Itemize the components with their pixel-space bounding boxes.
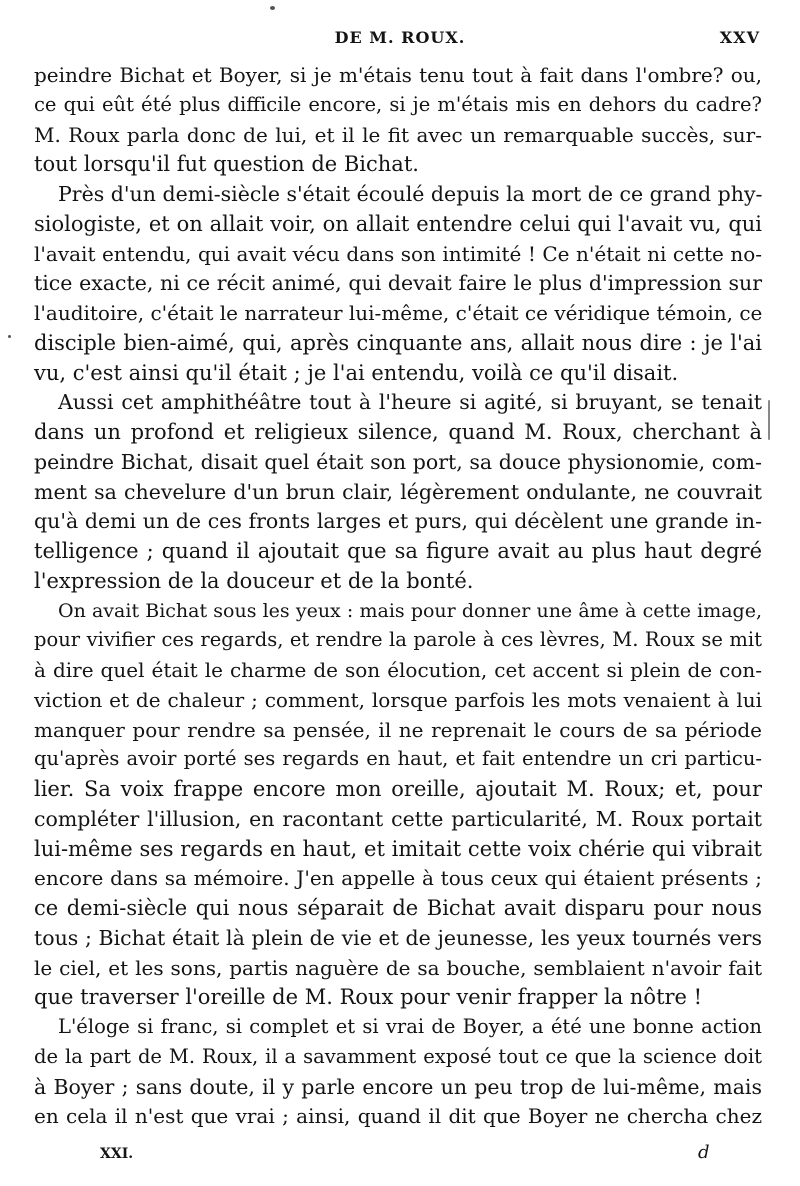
page-number: XXV [719,28,760,47]
text-line: On avait Bichat sous les yeux : mais pour donner une âme à cette image, [58,599,762,622]
text-line: qu'à demi un de ces fronts larges et purs, qui décèlent une grande in- [34,509,762,534]
text-line: Aussi cet amphithéâtre tout à l'heure si agité, si bruyant, se tenait [58,390,762,415]
text-line: L'éloge si franc, si complet et si vrai de Boyer, a été une bonne action [58,1015,762,1038]
text-line: siologiste, et on allait voir, on allait entendre celui qui l'avait vu, qui [34,211,762,236]
ink-speck [8,335,11,338]
text-line: compléter l'illusion, en racontant cette particularité, M. Roux portait [34,806,762,831]
text-line: à Boyer ; sans doute, il y parle encore un peu trop de lui-même, mais [34,1074,762,1099]
text-line: l'auditoire, c'était le narrateur lui-même, c'était ce véridique témoin, ce [34,301,763,325]
text-line: l'avait entendu, qui avait vécu dans son intimité ! Ce n'était ni cette no- [34,241,762,266]
text-line: vu, c'est ainsi qu'il était ; je l'ai entendu, voilà ce qu'il disait. [34,360,679,385]
ink-speck [768,400,770,440]
text-line: disciple bien-aimé, qui, après cinquante ans, allait nous dire : je l'ai [34,330,762,355]
ink-speck [270,6,275,10]
text-line: tice exacte, ni ce récit animé, qui devait faire le plus d'impression sur [34,271,762,296]
signature-mark: XXI. [100,1146,134,1162]
text-line: en cela il n'est que vrai ; ainsi, quand il dit que Boyer ne chercha chez [34,1104,762,1129]
text-line: le ciel, et les sons, partis naguère de sa bouche, semblaient n'avoir fait [34,955,762,980]
text-line: de la part de M. Roux, il a savamment exposé tout ce que la science doit [34,1044,762,1068]
text-line: l'expression de la douceur et de la bonté. [34,568,474,593]
text-line: à dire quel était le charme de son élocution, cet accent si plein de con- [34,658,762,682]
text-line: manquer pour rendre sa pensée, il ne reprenait le cours de sa période [34,717,762,742]
text-line: lier. Sa voix frappe encore mon oreille, ajoutait M. Roux; et, pour [34,777,762,801]
text-line: tout lorsqu'il fut question de Bichat. [34,152,419,177]
text-line: lui-même ses regards en haut, et imitait cette voix chérie qui vibrait [34,836,762,861]
text-line: peindre Bichat et Boyer, si je m'étais tenu tout à fait dans l'ombre? ou, [34,63,762,87]
text-line: tous ; Bichat était là plein de vie et de jeunesse, les yeux tournés vers [34,925,762,950]
text-line: ce demi-siècle qui nous séparait de Bichat avait disparu pour nous [34,896,762,920]
signature-letter: d [698,1142,710,1163]
text-line: qu'après avoir porté ses regards en haut, et fait entendre un cri particu- [34,747,762,771]
text-line: M. Roux parla donc de lui, et il le fit avec un remarquable succès, sur- [34,122,762,147]
text-line: ce qui eût été plus difficile encore, si je m'étais mis en dehors du cadre? [34,92,762,116]
text-line: telligence ; quand il ajoutait que sa figure avait au plus haut degré [34,539,762,563]
text-line: que traverser l'oreille de M. Roux pour venir frapper la nôtre ! [34,985,703,1010]
text-line: viction et de chaleur ; comment, lorsque parfois les mots venaient à lui [34,687,762,712]
text-line: pour vivifier ces regards, et rendre la parole à ces lèvres, M. Roux se mit [34,628,762,652]
text-line: Près d'un demi-siècle s'était écoulé depuis la mort de ce grand phy- [58,182,763,206]
running-head-title: DE M. ROUX. [334,28,466,47]
text-line: ment sa chevelure d'un brun clair, légèrement ondulante, ne couvrait [34,479,762,504]
text-line: peindre Bichat, disait quel était son port, sa douce physionomie, com- [34,449,762,474]
text-line: encore dans sa mémoire. J'en appelle à tous ceux qui étaient présents ; [34,866,762,891]
text-line: dans un profond et religieux silence, quand M. Roux, cherchant à [34,420,762,444]
